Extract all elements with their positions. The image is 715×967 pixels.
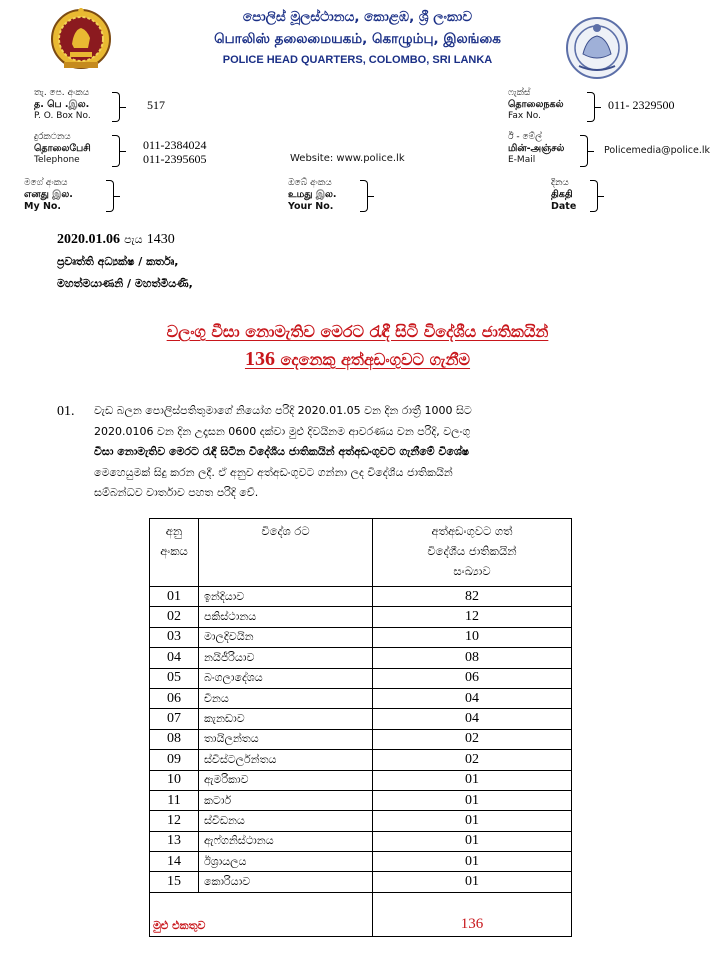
row-count: 02: [373, 729, 572, 749]
issue-date: 2020.01.06: [57, 232, 120, 247]
table-row: [150, 607, 572, 627]
telephone-value-2: 011-2395605: [143, 152, 207, 166]
row-count: 01: [373, 831, 572, 851]
header-tamil: பொலிஸ் தலைமையகம், கொழும்பு, இலங்கை: [214, 31, 501, 47]
row-count: 82: [373, 587, 572, 607]
issue-date-time: [57, 232, 175, 248]
table-row: [150, 627, 572, 647]
title-count: 136: [244, 348, 275, 370]
paragraph-number: 01.: [57, 404, 75, 419]
table-row: [150, 872, 572, 892]
row-country: තායිලන්තය: [199, 729, 373, 749]
table-row: [150, 729, 572, 749]
row-count: 12: [373, 607, 572, 627]
header-sinhala: පොලිස් මූලස්ථානය, කොළඹ, ශ්‍රී ලංකාව: [242, 9, 473, 25]
row-count: 06: [373, 668, 572, 688]
paragraph-line-4: මෙහෙයුමක් සිදු කරන ලදී. ඒ අනුව අත්අඩංගුවට ගන්නා ලද විදේශීය ජාතිකයින්: [94, 465, 453, 479]
table-row: [150, 587, 572, 607]
row-serial-no: 08: [150, 729, 199, 749]
row-serial-no: 09: [150, 750, 199, 770]
row-count: 02: [373, 750, 572, 770]
fax-value: 011- 2329500: [608, 98, 675, 112]
table-row: [150, 831, 572, 851]
row-country: ස්විස්ටර්ලන්තය: [199, 750, 373, 770]
arrests-by-country-table: [149, 518, 572, 937]
table-row: [150, 648, 572, 668]
total-label: මුළු එකතුව: [150, 892, 373, 936]
row-serial-no: 05: [150, 668, 199, 688]
row-serial-no: 04: [150, 648, 199, 668]
press-release-title-line-2: [0, 348, 715, 371]
row-country: ඉන්දියාව: [199, 587, 373, 607]
table-row: [150, 770, 572, 790]
telephone-brace: [112, 135, 120, 167]
row-serial-no: 10: [150, 770, 199, 790]
row-serial-no: 12: [150, 811, 199, 831]
table-row: [150, 790, 572, 810]
table-total-row: [150, 892, 572, 936]
hour-label: පැය: [124, 233, 143, 246]
fax-brace: [587, 92, 595, 122]
row-serial-no: 03: [150, 627, 199, 647]
issue-time: 1430: [146, 232, 175, 247]
row-serial-no: 14: [150, 852, 199, 872]
your-no-label: ඔබේ අංකය உமது இல. Your No.: [288, 178, 337, 212]
table-row: [150, 688, 572, 708]
row-country: නයිජීරියාව: [199, 648, 373, 668]
recipient-line: [57, 254, 178, 269]
recipient-text: ප්‍රවෘත්ති අධ්‍යක්ෂ / කර්තෘ,: [57, 255, 179, 268]
po-box-label: තැ. පෙ. අංකය த. பெ .இல. P. O. Box No.: [34, 88, 91, 121]
table-row: [150, 852, 572, 872]
row-serial-no: 11: [150, 790, 199, 810]
row-count: 01: [373, 872, 572, 892]
row-country: කොරියාව: [199, 872, 373, 892]
row-serial-no: 06: [150, 688, 199, 708]
header-english: POLICE HEAD QUARTERS, COLOMBO, SRI LANKA: [222, 54, 493, 66]
row-serial-no: 01: [150, 587, 199, 607]
row-count: 08: [373, 648, 572, 668]
header-serial-no: අනු අංකය: [150, 519, 199, 587]
telephone-label: දුරකථනය தொலைபேசி Telephone: [34, 132, 91, 165]
row-country: ස්විඩනය: [199, 811, 373, 831]
row-country: කැනඩාව: [199, 709, 373, 729]
paragraph-body: [94, 401, 642, 504]
row-country: මාලදිවයින: [199, 627, 373, 647]
po-box-value: 517: [147, 98, 165, 112]
website-text: Website: www.police.lk: [290, 153, 405, 164]
title-text: දෙනෙකු අත්අඩංගුවට ගැනීම: [274, 350, 471, 369]
email-brace: [580, 135, 588, 167]
table-row: [150, 811, 572, 831]
my-no-label: මගේ අංකය எனது இல. My No.: [24, 178, 73, 212]
date-brace: [590, 180, 598, 212]
header-country: විදේශ රට: [199, 519, 373, 587]
row-serial-no: 13: [150, 831, 199, 851]
total-value: 136: [373, 892, 572, 936]
my-no-brace: [106, 180, 114, 212]
row-country: ඇෆ්ගනිස්ථානය: [199, 831, 373, 851]
row-count: 01: [373, 770, 572, 790]
paragraph-line-1: වැඩ බලන පොලිස්පතිතුමාගේ නියෝග පරිදි 2020.01.05 වන දින රාත්‍රී 1000 සිට: [94, 404, 472, 417]
paragraph-line-3: වීසා නොමැතිව මෙරට රැඳී සිටින විදේශීය ජාතිකයින් අත්අඩංගුවට ගැනීමේ විශේෂ: [94, 445, 470, 458]
row-serial-no: 15: [150, 872, 199, 892]
row-count: 04: [373, 709, 572, 729]
salutation-text: මහත්මයාණනි / මහත්මියණි,: [57, 277, 193, 290]
row-count: 10: [373, 627, 572, 647]
header-count: අත්අඩංගුවට ගත් විදේශීය ජාතිකයින් සංඛ්‍යාව: [373, 519, 572, 587]
press-release-title-line-1: වලංගු වීසා නොමැතිව මෙරට රැඳී සිටි විදේශීය ජාතිකයින්: [166, 322, 549, 341]
row-serial-no: 07: [150, 709, 199, 729]
email-value: Policemedia@police.lk: [604, 145, 710, 156]
po-box-brace: [112, 92, 120, 122]
row-count: 01: [373, 811, 572, 831]
fax-label: ෆැක්ස් தொலைநகல் Fax No.: [508, 88, 564, 121]
table-header-row: [150, 519, 572, 587]
row-country: බංගලාදේශය: [199, 668, 373, 688]
row-country: පකිස්ථානය: [199, 607, 373, 627]
email-label: ඊ - මේල් மின்-அஞ்சல் E-Mail: [508, 132, 565, 165]
row-country: ඇමරිකාව: [199, 770, 373, 790]
row-count: 01: [373, 790, 572, 810]
paragraph-line-5: සම්බන්ධව වාර්තාව පහත පරිදි වේ.: [94, 486, 259, 499]
table-row: [150, 750, 572, 770]
date-label: දිනය திகதி Date: [551, 178, 577, 212]
row-country: ඊශ්‍රායලය: [199, 852, 373, 872]
salutation-line: [57, 276, 193, 291]
table-row: [150, 668, 572, 688]
table-row: [150, 709, 572, 729]
row-count: 04: [373, 688, 572, 708]
row-serial-no: 02: [150, 607, 199, 627]
row-count: 01: [373, 852, 572, 872]
row-country: කටාර්: [199, 790, 373, 810]
telephone-value-1: 011-2384024: [143, 138, 207, 152]
paragraph-line-2: 2020.0106 වන දින උදෑසන 0600 දක්වා මුළු දිවයිනම ආවරණය වන පරිදි, වලංගු: [94, 424, 471, 438]
your-no-brace: [360, 180, 368, 212]
row-country: චීනය: [199, 688, 373, 708]
